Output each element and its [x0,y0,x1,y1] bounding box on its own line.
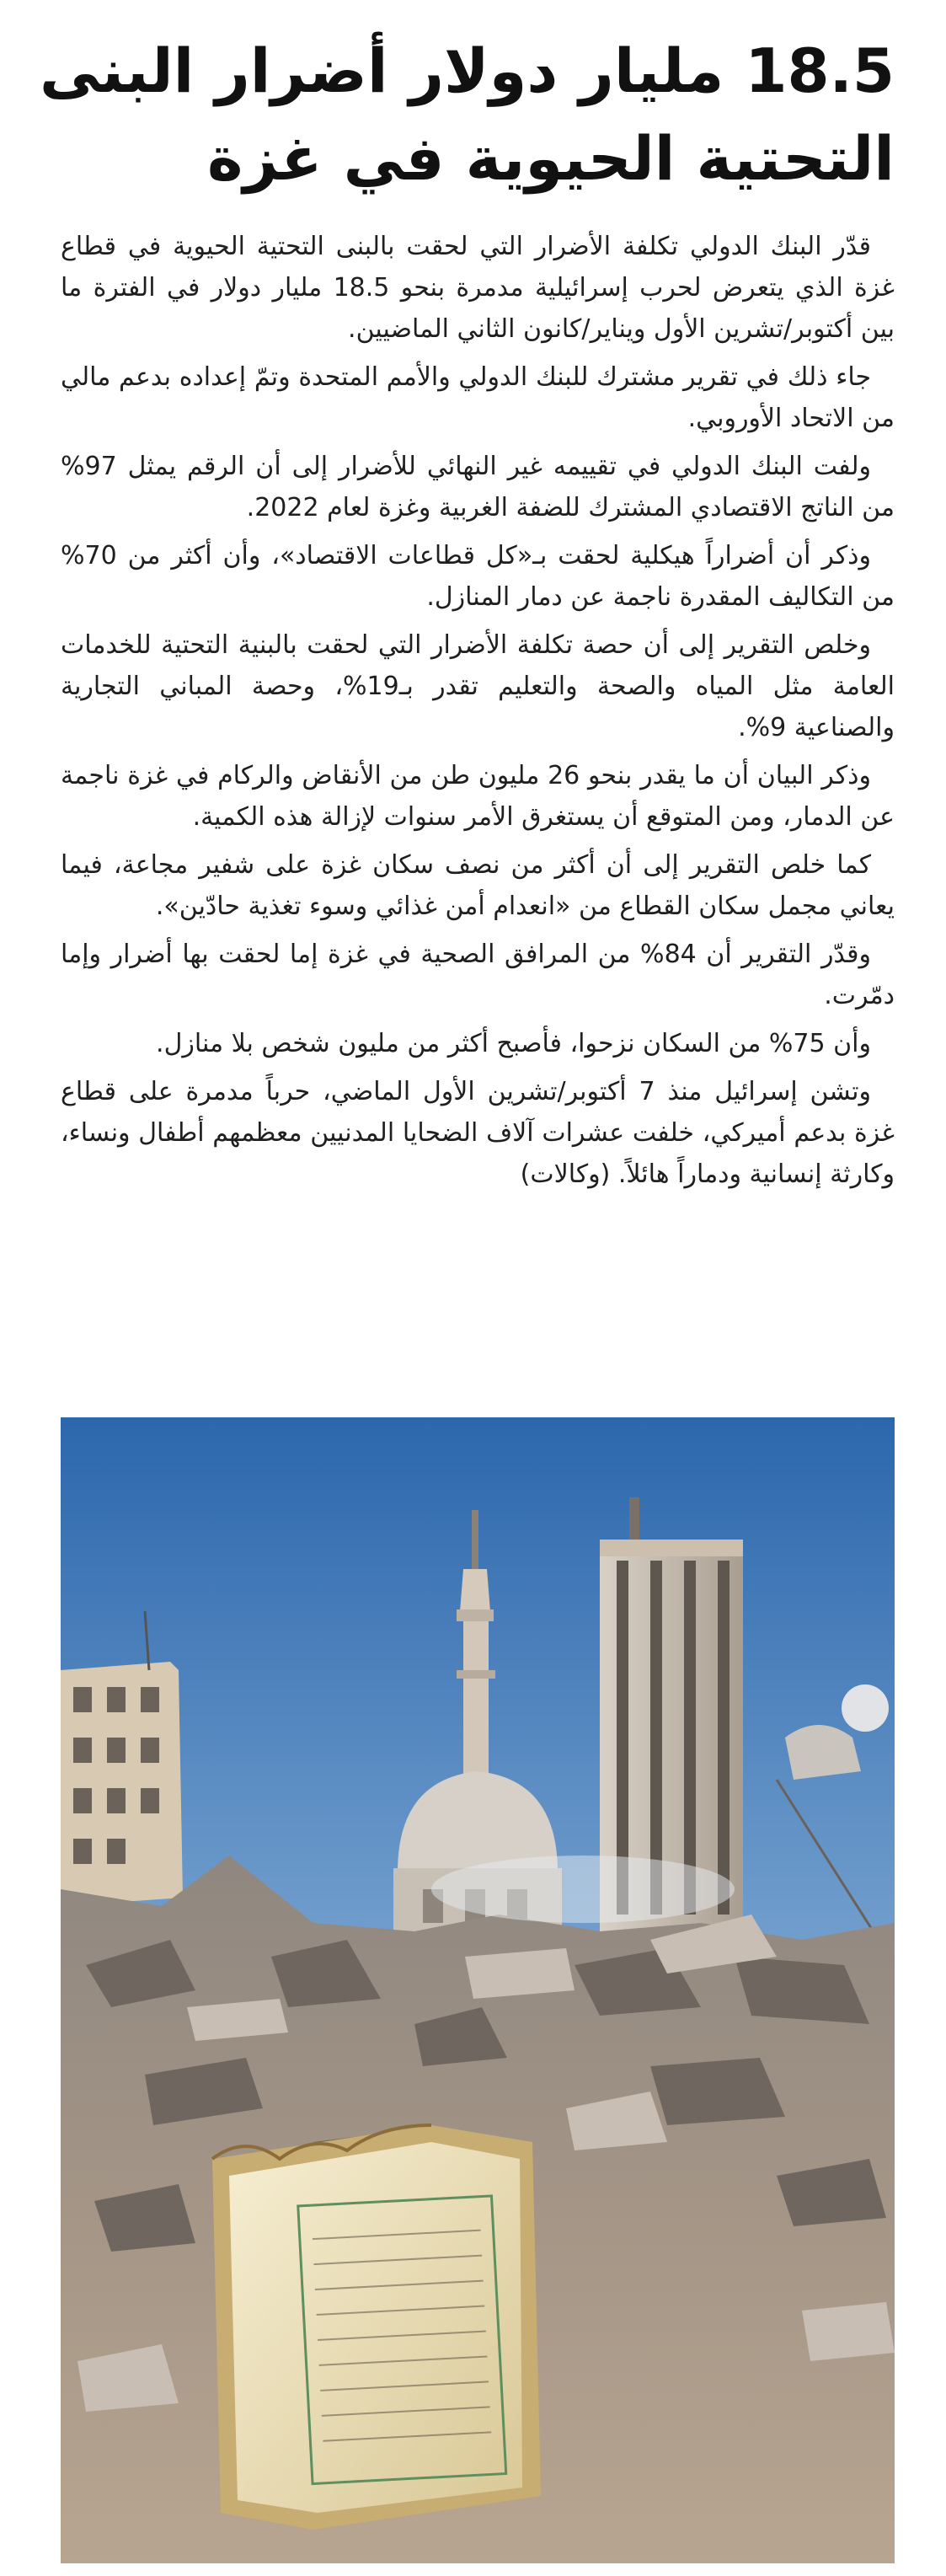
article-paragraph: وتشن إسرائيل منذ 7 أكتوبر/تشرين الأول الماضي، حرباً مدمرة على قطاع غزة بدعم أميركي، خلفت عشرات آلاف الضحايا المدنيين معظمهم أطفال ونساء، وكارثة إنسانية ودماراً هائلاً. (وكالات) [61,1077,895,1189]
article-paragraph: جاء ذلك في تقرير مشترك للبنك الدولي والأمم المتحدة وتمّ إعداده بدعم مالي من الاتحاد الأوروبي. [61,362,895,433]
headline-line-1: 18.5 مليار دولار أضرار البنى [39,35,895,106]
article-page [39,0,895,2576]
article-paragraph: وذكر البيان أن ما يقدر بنحو 26 مليون طن من الأنقاض والركام في غزة ناجمة عن الدمار، ومن المتوقع أن يستغرق الأمر سنوات لإزالة هذه الكمية. [61,761,895,832]
article-paragraph: وأن 75% من السكان نزحوا، فأصبح أكثر من مليون شخص بلا منازل. [156,1029,871,1058]
article-headline [39,0,895,202]
article-body [61,226,895,1195]
article-photo [61,1417,895,2563]
burned-book [212,2125,541,2530]
article-paragraph: كما خلص التقرير إلى أن أكثر من نصف سكان غزة على شفير مجاعة، فيما يعاني مجمل سكان القطاع من «انعدام أمن غذائي وسوء تغذية حادّين». [61,850,895,921]
headline-line-2: التحتية الحيوية في غزة [207,123,895,194]
article-paragraph: وخلص التقرير إلى أن حصة تكلفة الأضرار التي لحقت بالبنية التحتية للخدمات العامة مثل المياه والصحة والتعليم تقدر بـ19%، وحصة المباني التجارية والصناعية 9%. [61,630,895,742]
article-paragraph: وذكر أن أضراراً هيكلية لحقت بـ«كل قطاعات الاقتصاد»، وأن أكثر من 70% من التكاليف المقدرة ناجمة عن دمار المنازل. [61,541,895,612]
article-paragraph: وقدّر التقرير أن 84% من المرافق الصحية في غزة إما لحقت بها أضرار وإما دمّرت. [61,940,895,1010]
destroyed-gaza-photo [61,1417,895,2563]
article-paragraph: قدّر البنك الدولي تكلفة الأضرار التي لحقت بالبنى التحتية الحيوية في قطاع غزة الذي يتعرض لحرب إسرائيلية مدمرة بنحو 18.5 مليار دولار في الفترة ما بين أكتوبر/تشرين الأول ويناير/كانون الثاني الماضيين. [61,232,895,344]
article-paragraph: ولفت البنك الدولي في تقييمه غير النهائي للأضرار إلى أن الرقم يمثل 97% من الناتج الاقتصادي المشترك للضفة الغربية وغزة لعام 2022. [61,452,895,522]
